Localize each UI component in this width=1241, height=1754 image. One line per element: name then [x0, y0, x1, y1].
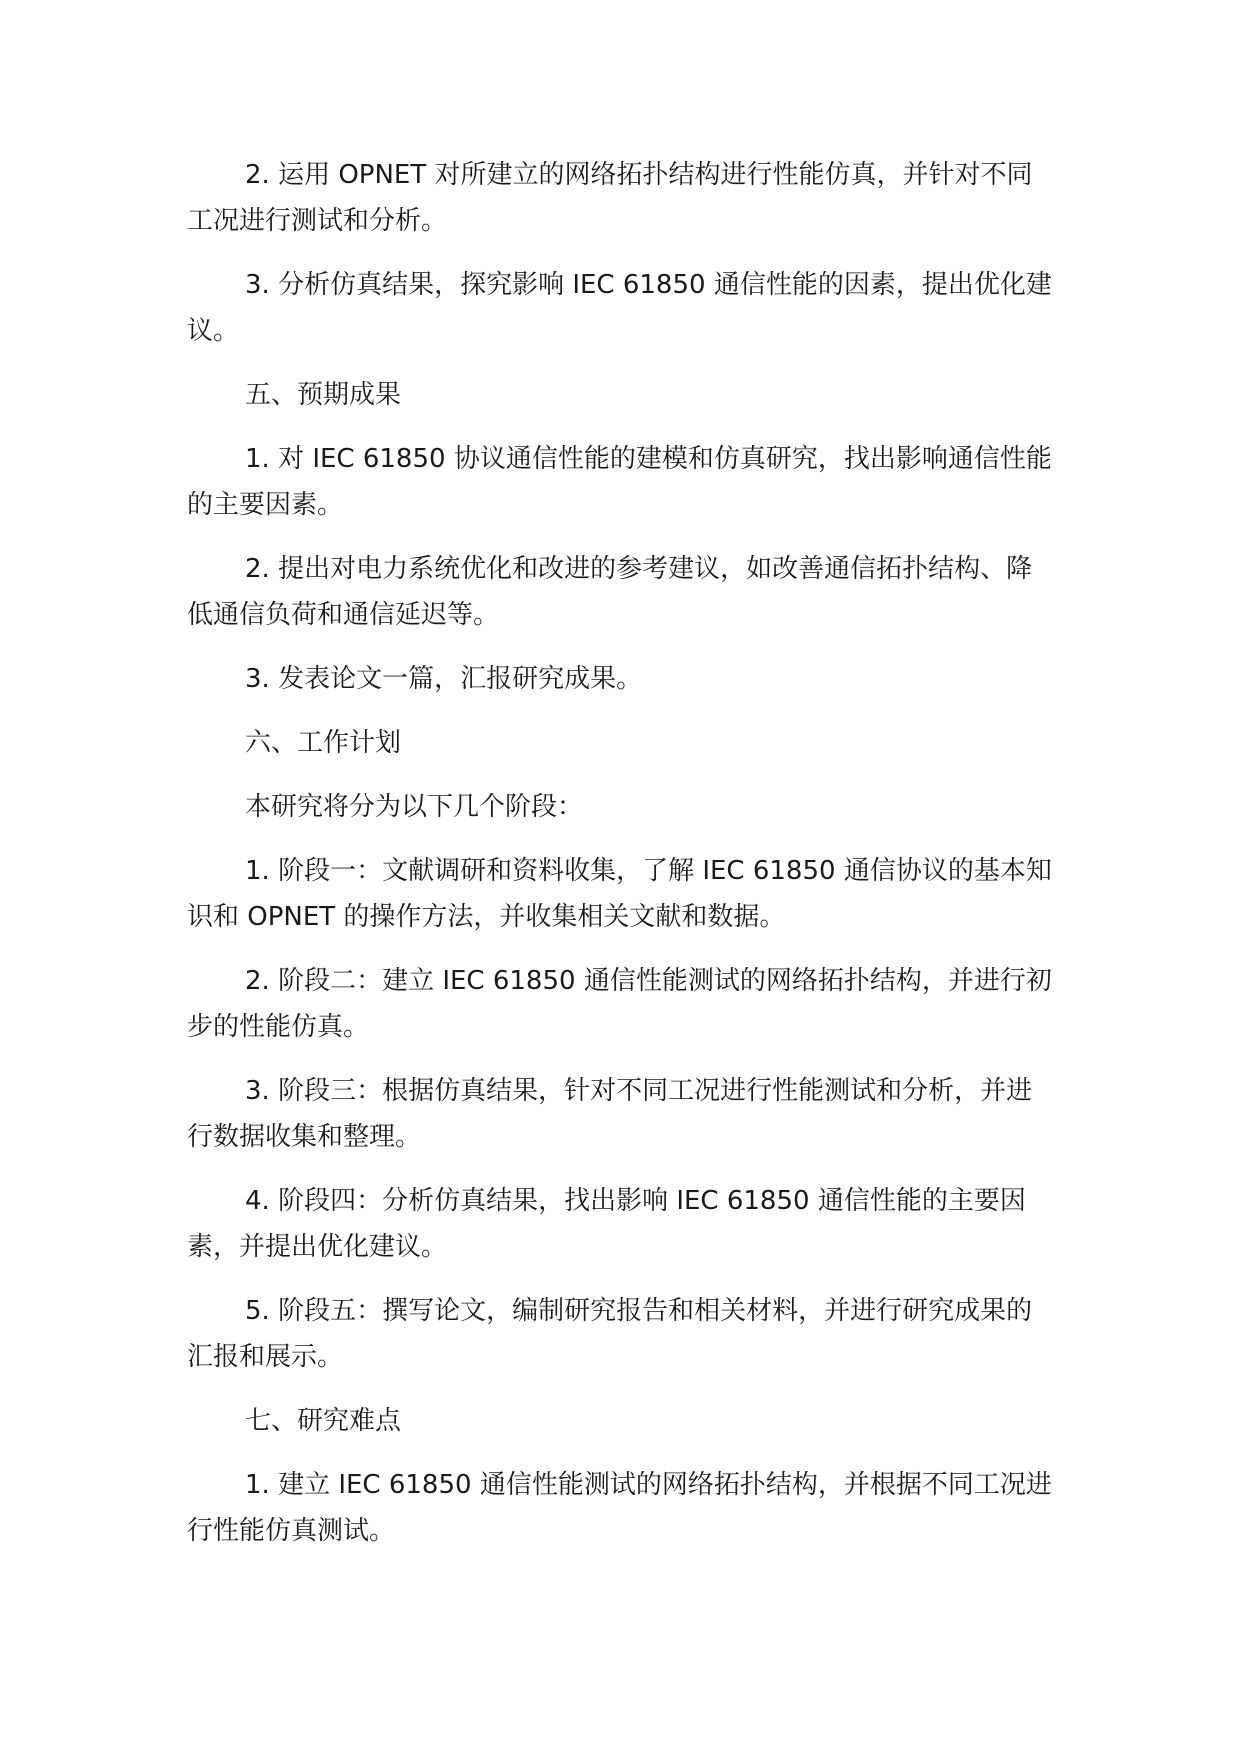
paragraph-stage-2: 2. 阶段二：建立 IEC 61850 通信性能测试的网络拓扑结构，并进行初步的性能仿真。 — [187, 966, 1052, 1042]
paragraph-difficulty-1: 1. 建立 IEC 61850 通信性能测试的网络拓扑结构，并根据不同工况进行性能仿真测试。 — [187, 1470, 1052, 1546]
paragraph-stage-4: 4. 阶段四：分析仿真结果，找出影响 IEC 61850 通信性能的主要因素，并提出优化建议。 — [187, 1186, 1026, 1262]
paragraph-expected-1: 1. 对 IEC 61850 协议通信性能的建模和仿真研究，找出影响通信性能的主要因素。 — [187, 444, 1052, 520]
paragraph-stage-5: 5. 阶段五：撰写论文，编制研究报告和相关材料，并进行研究成果的汇报和展示。 — [187, 1296, 1033, 1372]
document-page — [187, 152, 1057, 1572]
paragraph-analyze-results: 3. 分析仿真结果，探究影响 IEC 61850 通信性能的因素，提出优化建议。 — [187, 270, 1052, 346]
paragraph-stage-1: 1. 阶段一：文献调研和资料收集，了解 IEC 61850 通信协议的基本知识和 OPNET 的操作方法，并收集相关文献和数据。 — [187, 856, 1052, 932]
section-heading-difficulties: 七、研究难点 — [245, 1406, 402, 1436]
paragraph-stage-3: 3. 阶段三：根据仿真结果，针对不同工况进行性能测试和分析，并进行数据收集和整理。 — [187, 1076, 1033, 1152]
section-heading-work-plan: 六、工作计划 — [245, 728, 402, 758]
paragraph-opnet-simulation: 2. 运用 OPNET 对所建立的网络拓扑结构进行性能仿真，并针对不同工况进行测试和分析。 — [187, 160, 1033, 236]
paragraph-expected-3: 3. 发表论文一篇，汇报研究成果。 — [245, 664, 643, 694]
paragraph-plan-intro: 本研究将分为以下几个阶段： — [245, 792, 584, 822]
section-heading-expected-results: 五、预期成果 — [245, 380, 402, 410]
paragraph-expected-2: 2. 提出对电力系统优化和改进的参考建议，如改善通信拓扑结构、降低通信负荷和通信延迟等。 — [187, 554, 1033, 630]
